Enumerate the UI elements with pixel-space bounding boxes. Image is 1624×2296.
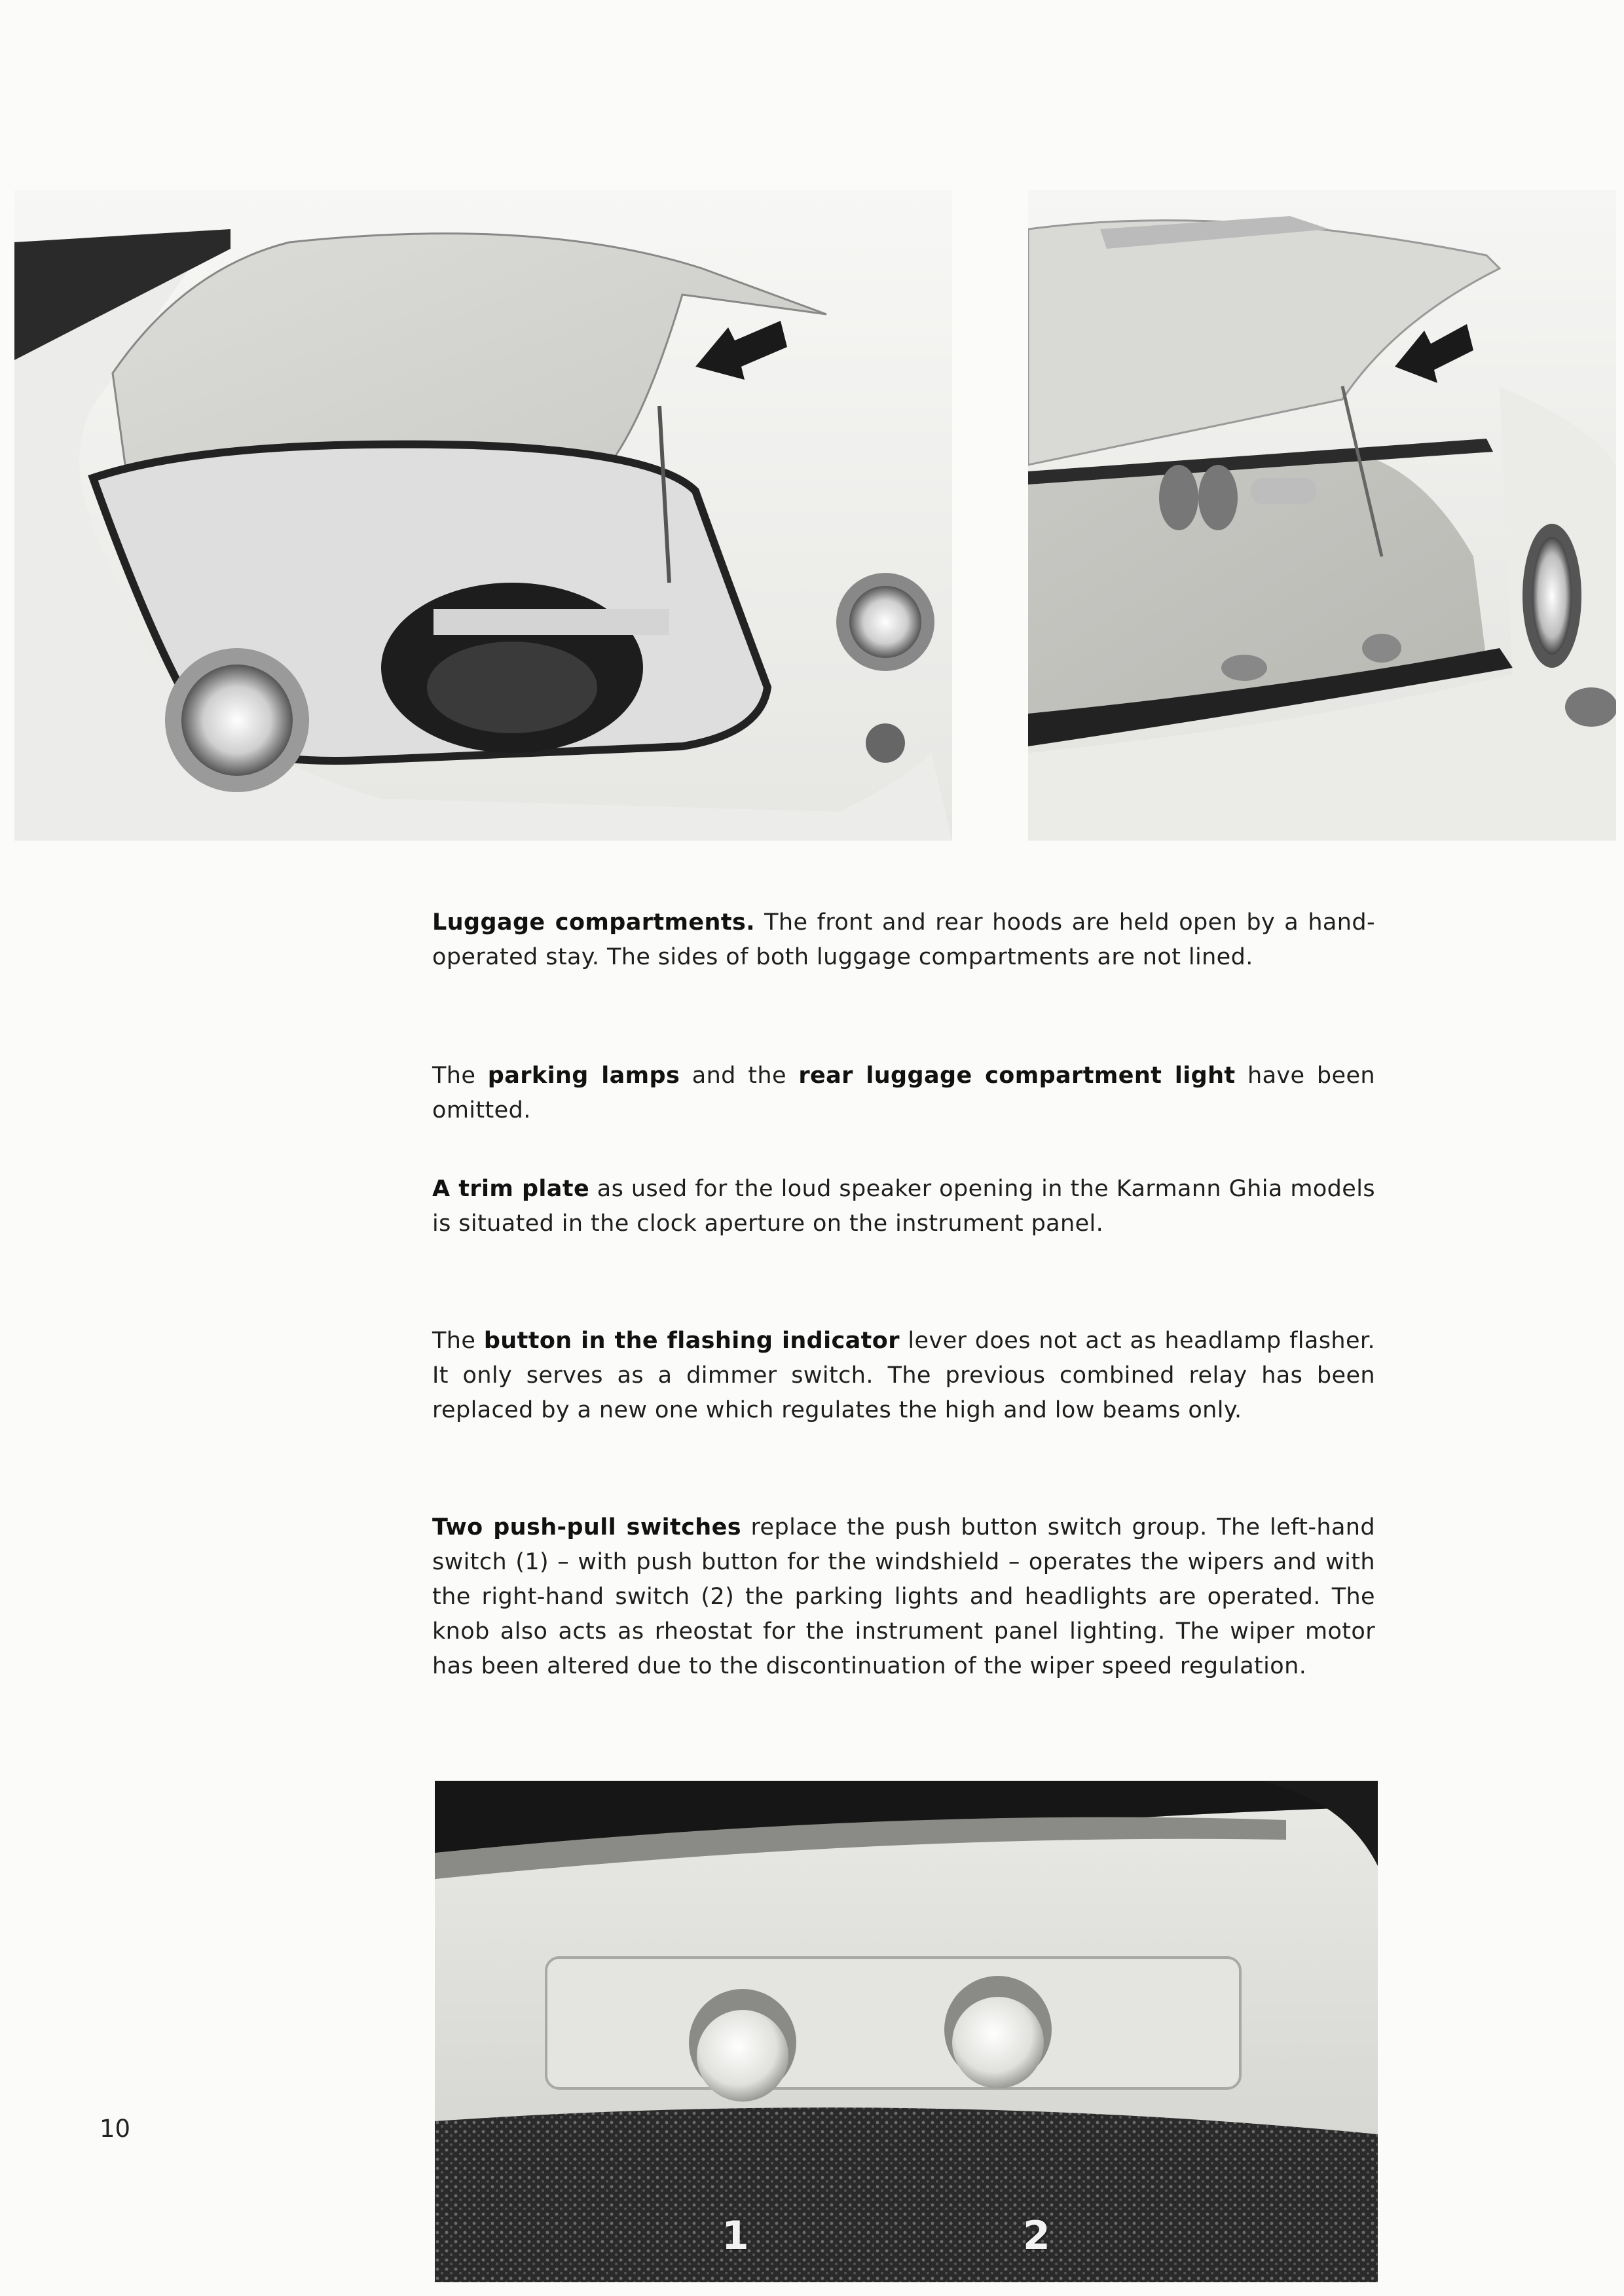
rear-luggage-compartment-photo bbox=[1028, 190, 1616, 841]
switch-2-label: 2 bbox=[1023, 2213, 1050, 2259]
parking-lamps-paragraph bbox=[432, 1059, 1375, 1128]
push-pull-switches-text: replace the push button switch group. The left-hand switch (1) – with push button for the windshield – operates the wipers and with the right-hand switch (2) the parking lights and headlights are operated. The knob also acts as rheostat for the instrument panel lighting. The wiper motor has been altered due to the discontinuation of the wiper speed regulation. bbox=[432, 1514, 1375, 1679]
page-number: 10 bbox=[100, 2115, 131, 2143]
flashing-indicator-term: button in the flashing indicator bbox=[483, 1328, 900, 1354]
luggage-compartments-paragraph bbox=[432, 905, 1375, 975]
flashing-indicator-paragraph bbox=[432, 1324, 1375, 1428]
luggage-compartments-text: The front and rear hoods are held open by a hand-operated stay. The sides of both luggage compartments are not lined. bbox=[432, 909, 1375, 970]
button-text-2: lever does not act as headlamp flasher. It only serves as a dimmer switch. The previous combined relay has been replaced by a new one which regulates the high and low beams only. bbox=[432, 1328, 1375, 1423]
trim-plate-paragraph bbox=[432, 1172, 1375, 1241]
parking-text-1: The bbox=[432, 1063, 488, 1089]
trim-plate-text: as used for the loud speaker opening in the Karmann Ghia models is situated in the clock aperture on the instrument panel. bbox=[432, 1176, 1375, 1237]
parking-text-3: have been omitted. bbox=[432, 1063, 1375, 1123]
front-luggage-compartment-photo bbox=[14, 190, 952, 841]
push-pull-switches-paragraph bbox=[432, 1510, 1375, 1684]
trim-plate-heading: A trim plate bbox=[432, 1176, 590, 1202]
button-text-1: The bbox=[432, 1328, 484, 1354]
push-pull-switches-photo bbox=[435, 1781, 1378, 2282]
rear-compartment-light-term: rear luggage compartment light bbox=[798, 1063, 1236, 1089]
switch-1-label: 1 bbox=[722, 2213, 749, 2259]
push-pull-switches-heading: Two push-pull switches bbox=[432, 1514, 741, 1540]
parking-lamps-term: parking lamps bbox=[487, 1063, 680, 1089]
parking-text-2: and the bbox=[680, 1063, 799, 1089]
luggage-compartments-heading: Luggage compartments. bbox=[432, 909, 755, 936]
